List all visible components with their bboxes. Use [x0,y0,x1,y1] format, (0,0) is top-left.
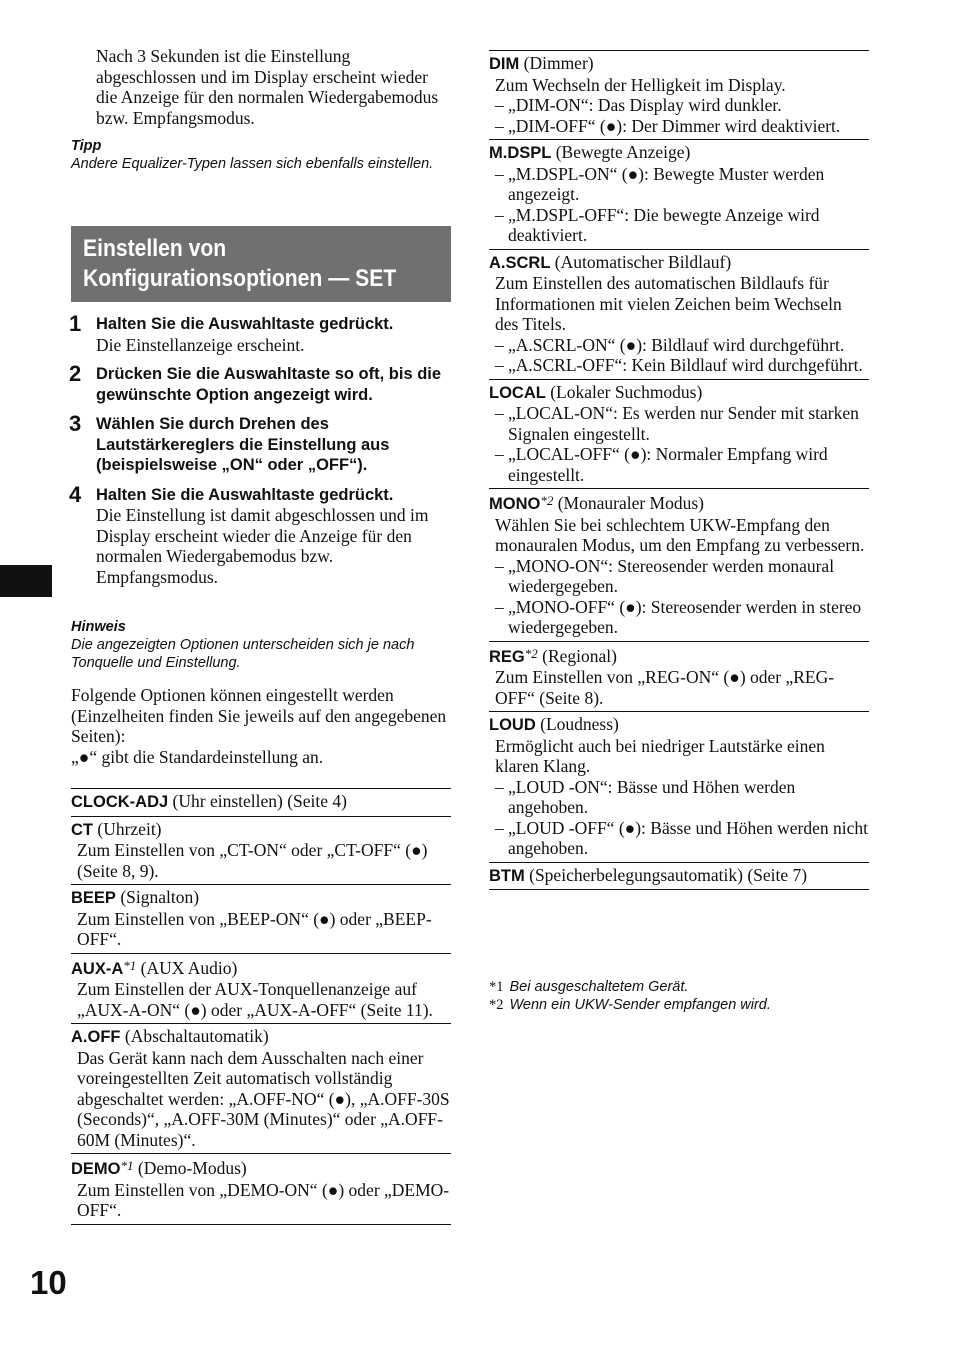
footnote-ref: *2 [524,645,538,661]
step-title: Halten Sie die Auswahltaste gedrückt. [96,315,394,333]
tip-text: Andere Equalizer-Typen lassen sich ebenfalls einstellen. [71,156,434,172]
option-values-list [489,335,869,376]
option-text: Zum Einstellen von „BEEP-ON“ (●) oder „BEEP-OFF“. [77,908,432,949]
section-title-line1: Einstellen von [83,235,227,262]
option-description: (Uhrzeit) [97,818,162,839]
option-header [489,252,869,274]
footnote [489,996,869,1014]
option-text: Wählen Sie bei schlechtem UKW-Empfang den monauralen Modus, um den Empfang zu verbessern. [495,514,865,555]
option-key: A.SCRL [489,253,551,272]
option-text: Zum Wechseln der Helligkeit im Display. [495,74,786,95]
options-intro [71,685,451,767]
step-item [69,311,451,355]
option-key: DIM [489,55,520,73]
option-values-list [489,403,869,485]
footnote [489,978,869,996]
option-row [489,863,869,891]
option-header [489,644,869,668]
option-description: (Lokaler Suchmodus) [550,381,703,402]
option-values-list [489,95,869,136]
option-description: (Regional) [542,645,617,666]
option-key: MONO [489,495,541,513]
chapter-tab-marker [0,565,52,597]
hint-note [71,618,451,672]
option-header [71,956,451,980]
footnote-ref: *1 [123,957,137,973]
option-header [489,142,869,164]
option-value-item: – „M.DSPL-OFF“: Die bewegte Anzeige wird deaktiviert. [489,205,869,246]
tip-note [71,137,451,173]
option-header [489,865,869,887]
option-description: (Monauraler Modus) [557,493,704,513]
option-key: AUX-A [71,959,124,978]
option-key: A.OFF [71,1028,121,1046]
option-row [489,380,869,490]
option-value-item: – „LOCAL-ON“: Es werden nur Sender mit starken Signalen eingestellt. [489,403,869,444]
option-header [489,53,869,75]
option-key: CT [71,820,93,839]
option-description: (Demo-Modus) [137,1158,247,1178]
hint-text: Die angezeigten Optionen unterscheiden sich je nach Tonquelle und Einstellung. [71,637,415,671]
step-list [69,311,451,596]
option-description: (Bewegte Anzeige) [555,142,691,162]
option-header [489,491,869,515]
option-key: M.DSPL [489,144,552,162]
option-row [71,1024,451,1154]
step-body: Die Einstellanzeige erscheint. [96,334,305,355]
option-row [489,140,869,250]
hint-label: Hinweis [71,619,126,635]
option-text: Zum Einstellen der AUX-Tonquellenanzeige auf „AUX-A-ON“ (●) oder „AUX-A-OFF“ (Seite 11). [77,979,433,1020]
option-key: CLOCK-ADJ [71,793,169,811]
options-table-left [71,788,451,1225]
option-values-list [489,777,869,859]
footnote-mark: *1 [489,979,504,995]
option-value-item: – „DIM-OFF“ (●): Der Dimmer wird deaktiviert. [489,116,869,137]
option-row [489,642,869,713]
option-text: Zum Einstellen von „CT-ON“ oder „CT-OFF“ (●) (Seite 8, 9). [77,840,428,881]
option-value-item: – „MONO-ON“: Stereosender werden monaural wiedergegeben. [489,556,869,597]
step-item [69,481,451,588]
option-value-item: – „MONO-OFF“ (●): Stereosender werden in stereo wiedergegeben. [489,597,869,638]
option-row [71,885,451,954]
footnote-ref: *2 [540,493,554,508]
step-number: 1 [69,311,82,336]
footnote-text: Bei ausgeschaltetem Gerät. [509,979,689,995]
step-item [69,361,451,405]
page-number: 10 [30,1264,67,1301]
step-number: 3 [69,411,82,436]
option-description: (Loudness) [540,714,619,734]
option-row [71,954,451,1025]
option-value-item: – „LOUD -OFF“ (●): Bässe und Höhen werden nicht angehoben. [489,818,869,859]
options-intro-text: Folgende Optionen können eingestellt werden (Einzelheiten finden Sie jeweils auf den angegebenen Seiten): [71,685,447,746]
option-description: (AUX Audio) [140,957,238,978]
footnote-ref: *1 [120,1158,134,1173]
option-description: (Abschaltautomatik) [124,1026,269,1046]
section-title-line2: Konfigurationsoptionen — SET [83,265,397,292]
option-header [71,791,451,813]
option-description: (Speicherbelegungsautomatik) (Seite 7) [529,864,808,885]
option-text: Das Gerät kann nach dem Ausschalten nach einer voreingestellten Zeit automatisch vollständig abgeschaltet werden: „A.OFF-NO“ (●), „A.OFF-30S (Seconds)“, „A.OFF-30M (Minutes)“ oder „A.OFF-60M (Minutes)“. [77,1047,450,1150]
option-text: Zum Einstellen des automatischen Bildlaufs für Informationen mit vielen Zeichen beim Wechseln des Titels. [495,273,842,334]
intro-paragraph: Nach 3 Sekunden ist die Einstellung abgeschlossen und im Display erscheint wieder die Anzeige für den normalen Wiedergabemodus bzw. Empfangsmodus. [96,46,439,128]
option-value-item: – „M.DSPL-ON“ (●): Bewegte Muster werden angezeigt. [489,164,869,205]
option-value-item: – „LOCAL-OFF“ (●): Normaler Empfang wird eingestellt. [489,444,869,485]
option-text: Zum Einstellen von „DEMO-ON“ (●) oder „DEMO-OFF“. [77,1179,450,1220]
footnotes [489,978,869,1014]
option-row [489,489,869,642]
step-item [69,411,451,476]
option-description: (Signalton) [120,887,200,907]
option-value-item: – „A.SCRL-OFF“: Kein Bildlauf wird durchgeführt. [489,355,869,376]
option-header [71,1156,451,1180]
footnote-text: Wenn ein UKW-Sender empfangen wird. [509,997,771,1013]
option-header [71,819,451,841]
option-row [489,51,869,140]
option-description: (Dimmer) [523,53,594,73]
option-key: DEMO [71,1160,121,1178]
option-description: (Uhr einstellen) (Seite 4) [172,791,347,811]
step-title: Wählen Sie durch Drehen des Lautstärkereglers die Einstellung aus (beispielsweise „ON“ oder „OFF“). [96,415,390,474]
section-heading [71,226,451,302]
option-header [71,887,451,909]
option-key: REG [489,647,525,666]
default-note: „●“ gibt die Standardeinstellung an. [71,746,324,767]
option-header [71,1026,451,1048]
footnote-mark: *2 [489,997,504,1013]
option-key: BEEP [71,889,116,907]
option-row [71,1154,451,1225]
option-values-list [489,556,869,638]
option-text: Zum Einstellen von „REG-ON“ (●) oder „REG-OFF“ (Seite 8). [495,667,835,708]
step-title: Drücken Sie die Auswahltaste so oft, bis die gewünschte Option angezeigt wird. [96,365,442,404]
option-value-item: – „A.SCRL-ON“ (●): Bildlauf wird durchgeführt. [489,335,869,356]
tip-label: Tipp [71,138,102,154]
option-text: Ermöglicht auch bei niedriger Lautstärke einen klaren Klang. [495,735,825,776]
step-number: 4 [69,481,82,507]
option-description: (Automatischer Bildlauf) [554,251,732,272]
option-key: LOUD [489,716,536,734]
step-body: Die Einstellung ist damit abgeschlossen und im Display erscheint wieder die Anzeige für den normalen Wiedergabemodus bzw. Empfangsmodus. [96,505,429,587]
options-table-right [489,50,869,890]
option-row [489,712,869,863]
step-title: Halten Sie die Auswahltaste gedrückt. [96,485,394,504]
option-row [71,789,451,817]
option-header [489,382,869,404]
option-value-item: – „DIM-ON“: Das Display wird dunkler. [489,95,869,116]
option-header [489,714,869,736]
option-key: BTM [489,866,525,885]
option-row [71,817,451,886]
option-key: LOCAL [489,383,546,402]
option-value-item: – „LOUD -ON“: Bässe und Höhen werden angehoben. [489,777,869,818]
option-row [489,250,869,380]
option-values-list [489,164,869,246]
step-number: 2 [69,361,82,386]
